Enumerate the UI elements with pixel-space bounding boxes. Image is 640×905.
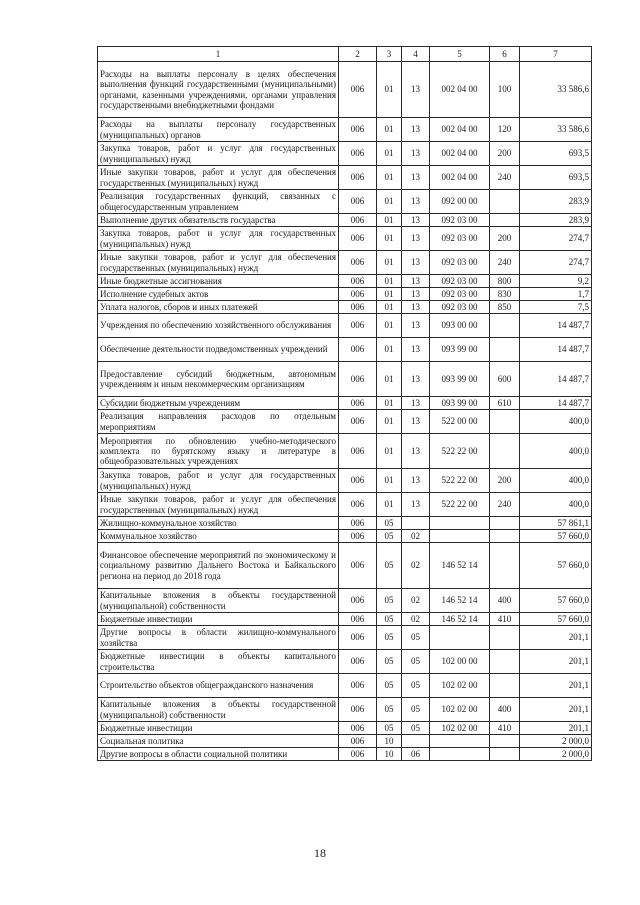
ved-code-cell: 006 — [339, 735, 377, 748]
ved-code-cell: 006 — [339, 543, 377, 589]
target-article-cell: 093 99 00 — [430, 362, 490, 397]
expense-type-cell — [490, 517, 520, 530]
table-row — [98, 722, 592, 735]
table-row — [98, 166, 592, 190]
target-article-cell: 092 03 00 — [430, 275, 490, 288]
ved-code-cell: 006 — [339, 314, 377, 338]
table-row — [98, 397, 592, 410]
ved-code-cell: 006 — [339, 530, 377, 543]
section-code-cell: 01 — [377, 251, 402, 275]
expense-type-cell: 610 — [490, 397, 520, 410]
target-article-cell — [430, 748, 490, 761]
expense-type-cell: 200 — [490, 227, 520, 251]
row-name-cell: Субсидии бюджетным учреждениям — [98, 397, 339, 410]
expense-type-cell — [490, 434, 520, 469]
expense-type-cell: 850 — [490, 301, 520, 314]
ved-code-cell: 006 — [339, 589, 377, 613]
target-article-cell: 092 03 00 — [430, 227, 490, 251]
ved-code-cell: 006 — [339, 227, 377, 251]
amount-cell: 201,1 — [520, 698, 592, 722]
subsection-code-cell: 13 — [402, 301, 430, 314]
row-name-cell: Иные закупки товаров, работ и услуг для обеспечения государственных (муниципальных) нужд — [98, 166, 339, 190]
ved-code-cell: 006 — [339, 142, 377, 166]
page-number: 18 — [314, 846, 326, 860]
section-code-cell: 01 — [377, 190, 402, 214]
amount-cell: 201,1 — [520, 674, 592, 698]
row-name-cell: Закупка товаров, работ и услуг для государственных (муниципальных) нужд — [98, 142, 339, 166]
ved-code-cell: 006 — [339, 698, 377, 722]
subsection-code-cell: 02 — [402, 530, 430, 543]
target-article-cell — [430, 517, 490, 530]
target-article-cell — [430, 530, 490, 543]
target-article-cell: 146 52 14 — [430, 613, 490, 626]
expense-type-cell: 100 — [490, 62, 520, 118]
subsection-code-cell: 13 — [402, 214, 430, 227]
table-row — [98, 214, 592, 227]
section-code-cell: 05 — [377, 698, 402, 722]
target-article-cell: 002 04 00 — [430, 62, 490, 118]
row-name-cell: Расходы на выплаты персоналу в целях обеспечения выполнения функций государственными (муниципальными) органами, казенными учреждениями, органами управления государственными внебюджетными фондами — [98, 62, 339, 118]
target-article-cell: 102 02 00 — [430, 674, 490, 698]
row-name-cell: Реализация направления расходов по отдельным мероприятиям — [98, 410, 339, 434]
table-row — [98, 613, 592, 626]
expense-type-cell — [490, 530, 520, 543]
subsection-code-cell: 13 — [402, 62, 430, 118]
table-row — [98, 190, 592, 214]
expense-type-cell — [490, 735, 520, 748]
subsection-code-cell: 13 — [402, 338, 430, 362]
expense-type-cell: 400 — [490, 589, 520, 613]
table-row — [98, 338, 592, 362]
section-code-cell: 01 — [377, 142, 402, 166]
section-code-cell: 10 — [377, 735, 402, 748]
target-article-cell: 522 22 00 — [430, 434, 490, 469]
subsection-code-cell: 13 — [402, 166, 430, 190]
table-row — [98, 118, 592, 142]
table-row — [98, 142, 592, 166]
section-code-cell: 01 — [377, 397, 402, 410]
table-row — [98, 362, 592, 397]
expense-type-cell — [490, 626, 520, 650]
table-row — [98, 301, 592, 314]
ved-code-cell: 006 — [339, 434, 377, 469]
table-row — [98, 227, 592, 251]
budget-table — [97, 46, 592, 761]
expense-type-cell — [490, 214, 520, 227]
row-name-cell: Реализация государственных функций, связанных с общегосударственным управлением — [98, 190, 339, 214]
amount-cell: 693,5 — [520, 166, 592, 190]
expense-type-cell: 240 — [490, 251, 520, 275]
ved-code-cell: 006 — [339, 288, 377, 301]
ved-code-cell: 006 — [339, 410, 377, 434]
ved-code-cell: 006 — [339, 275, 377, 288]
table-row — [98, 251, 592, 275]
amount-cell: 33 586,6 — [520, 118, 592, 142]
amount-cell: 201,1 — [520, 626, 592, 650]
section-code-cell: 05 — [377, 650, 402, 674]
table-row — [98, 735, 592, 748]
subsection-code-cell: 02 — [402, 589, 430, 613]
subsection-code-cell: 13 — [402, 434, 430, 469]
target-article-cell: 102 02 00 — [430, 722, 490, 735]
subsection-code-cell: 13 — [402, 251, 430, 275]
amount-cell: 57 660,0 — [520, 589, 592, 613]
amount-cell: 9,2 — [520, 275, 592, 288]
header-cell: 1 — [98, 47, 339, 62]
amount-cell: 14 487,7 — [520, 338, 592, 362]
expense-type-cell: 120 — [490, 118, 520, 142]
table-row — [98, 288, 592, 301]
row-name-cell: Учреждения по обеспечению хозяйственного обслуживания — [98, 314, 339, 338]
ved-code-cell: 006 — [339, 338, 377, 362]
target-article-cell: 522 22 00 — [430, 493, 490, 517]
row-name-cell: Исполнение судебных актов — [98, 288, 339, 301]
target-article-cell — [430, 626, 490, 650]
subsection-code-cell: 02 — [402, 543, 430, 589]
target-article-cell: 002 04 00 — [430, 142, 490, 166]
section-code-cell: 01 — [377, 362, 402, 397]
expense-type-cell — [490, 314, 520, 338]
expense-type-cell: 400 — [490, 698, 520, 722]
ved-code-cell: 006 — [339, 397, 377, 410]
section-code-cell: 05 — [377, 722, 402, 735]
section-code-cell: 01 — [377, 214, 402, 227]
row-name-cell: Капитальные вложения в объекты государственной (муниципальной) собственности — [98, 589, 339, 613]
section-code-cell: 05 — [377, 530, 402, 543]
expense-type-cell: 240 — [490, 166, 520, 190]
row-name-cell: Закупка товаров, работ и услуг для государственных (муниципальных) нужд — [98, 227, 339, 251]
table-row — [98, 530, 592, 543]
section-code-cell: 01 — [377, 434, 402, 469]
table-row — [98, 748, 592, 761]
row-name-cell: Бюджетные инвестиции — [98, 613, 339, 626]
target-article-cell: 092 00 00 — [430, 190, 490, 214]
subsection-code-cell: 05 — [402, 626, 430, 650]
header-cell: 4 — [402, 47, 430, 62]
subsection-code-cell: 13 — [402, 410, 430, 434]
target-article-cell: 002 04 00 — [430, 166, 490, 190]
amount-cell: 7,5 — [520, 301, 592, 314]
expense-type-cell: 200 — [490, 142, 520, 166]
ved-code-cell: 006 — [339, 166, 377, 190]
subsection-code-cell: 13 — [402, 118, 430, 142]
amount-cell: 400,0 — [520, 493, 592, 517]
ved-code-cell: 006 — [339, 626, 377, 650]
ved-code-cell: 006 — [339, 469, 377, 493]
expense-type-cell — [490, 674, 520, 698]
target-article-cell: 092 03 00 — [430, 214, 490, 227]
subsection-code-cell — [402, 517, 430, 530]
row-name-cell: Выполнение других обязательств государства — [98, 214, 339, 227]
subsection-code-cell: 13 — [402, 362, 430, 397]
subsection-code-cell: 05 — [402, 722, 430, 735]
expense-type-cell: 800 — [490, 275, 520, 288]
section-code-cell: 01 — [377, 469, 402, 493]
expense-type-cell: 240 — [490, 493, 520, 517]
target-article-cell: 522 22 00 — [430, 469, 490, 493]
expense-type-cell — [490, 543, 520, 589]
subsection-code-cell: 13 — [402, 314, 430, 338]
amount-cell: 201,1 — [520, 722, 592, 735]
amount-cell: 57 861,1 — [520, 517, 592, 530]
subsection-code-cell: 13 — [402, 288, 430, 301]
table-row — [98, 493, 592, 517]
row-name-cell: Строительство объектов общегражданского назначения — [98, 674, 339, 698]
ved-code-cell: 006 — [339, 362, 377, 397]
ved-code-cell: 006 — [339, 674, 377, 698]
subsection-code-cell: 13 — [402, 493, 430, 517]
table-row — [98, 543, 592, 589]
table-row — [98, 674, 592, 698]
table-row — [98, 626, 592, 650]
target-article-cell: 146 52 14 — [430, 543, 490, 589]
section-code-cell: 01 — [377, 493, 402, 517]
section-code-cell: 01 — [377, 314, 402, 338]
subsection-code-cell: 13 — [402, 275, 430, 288]
section-code-cell: 05 — [377, 589, 402, 613]
row-name-cell: Обеспечение деятельности подведомственных учреждений — [98, 338, 339, 362]
section-code-cell: 01 — [377, 118, 402, 142]
row-name-cell: Другие вопросы в области социальной политики — [98, 748, 339, 761]
amount-cell: 2 000,0 — [520, 735, 592, 748]
subsection-code-cell: 02 — [402, 613, 430, 626]
target-article-cell: 093 00 00 — [430, 314, 490, 338]
table-row — [98, 698, 592, 722]
row-name-cell: Иные бюджетные ассигнования — [98, 275, 339, 288]
ved-code-cell: 006 — [339, 301, 377, 314]
subsection-code-cell — [402, 735, 430, 748]
amount-cell: 400,0 — [520, 434, 592, 469]
amount-cell: 400,0 — [520, 469, 592, 493]
ved-code-cell: 006 — [339, 251, 377, 275]
row-name-cell: Финансовое обеспечение мероприятий по экономическому и социальному развитию Дальнего Востока и Байкальского региона на период до 2018 года — [98, 543, 339, 589]
subsection-code-cell: 13 — [402, 227, 430, 251]
expense-type-cell: 830 — [490, 288, 520, 301]
section-code-cell: 01 — [377, 275, 402, 288]
amount-cell: 14 487,7 — [520, 397, 592, 410]
table-row — [98, 275, 592, 288]
ved-code-cell: 006 — [339, 722, 377, 735]
amount-cell: 14 487,7 — [520, 314, 592, 338]
expense-type-cell: 600 — [490, 362, 520, 397]
target-article-cell: 093 99 00 — [430, 397, 490, 410]
subsection-code-cell: 05 — [402, 650, 430, 674]
target-article-cell: 092 03 00 — [430, 251, 490, 275]
ved-code-cell: 006 — [339, 118, 377, 142]
subsection-code-cell: 13 — [402, 397, 430, 410]
subsection-code-cell: 13 — [402, 469, 430, 493]
ved-code-cell: 006 — [339, 613, 377, 626]
section-code-cell: 05 — [377, 674, 402, 698]
row-name-cell: Расходы на выплаты персоналу государственных (муниципальных) органов — [98, 118, 339, 142]
header-cell: 6 — [490, 47, 520, 62]
table-row — [98, 410, 592, 434]
ved-code-cell: 006 — [339, 650, 377, 674]
target-article-cell: 522 00 00 — [430, 410, 490, 434]
expense-type-cell — [490, 410, 520, 434]
expense-type-cell — [490, 338, 520, 362]
amount-cell: 57 660,0 — [520, 613, 592, 626]
table-row — [98, 589, 592, 613]
section-code-cell: 01 — [377, 338, 402, 362]
row-name-cell: Другие вопросы в области жилищно-коммунального хозяйства — [98, 626, 339, 650]
expense-type-cell — [490, 748, 520, 761]
section-code-cell: 01 — [377, 166, 402, 190]
section-code-cell: 01 — [377, 227, 402, 251]
amount-cell: 274,7 — [520, 227, 592, 251]
header-cell: 5 — [430, 47, 490, 62]
table-row — [98, 517, 592, 530]
section-code-cell: 05 — [377, 613, 402, 626]
amount-cell: 14 487,7 — [520, 362, 592, 397]
amount-cell: 2 000,0 — [520, 748, 592, 761]
amount-cell: 57 660,0 — [520, 543, 592, 589]
subsection-code-cell: 13 — [402, 142, 430, 166]
subsection-code-cell: 05 — [402, 698, 430, 722]
table-row — [98, 434, 592, 469]
target-article-cell: 146 52 14 — [430, 589, 490, 613]
amount-cell: 693,5 — [520, 142, 592, 166]
target-article-cell: 092 03 00 — [430, 288, 490, 301]
header-cell: 2 — [339, 47, 377, 62]
row-name-cell: Бюджетные инвестиции в объекты капитального строительства — [98, 650, 339, 674]
section-code-cell: 10 — [377, 748, 402, 761]
expense-type-cell — [490, 650, 520, 674]
target-article-cell: 102 02 00 — [430, 698, 490, 722]
table-row — [98, 469, 592, 493]
table-header-row — [98, 47, 592, 62]
amount-cell: 283,9 — [520, 214, 592, 227]
table-row — [98, 314, 592, 338]
section-code-cell: 01 — [377, 62, 402, 118]
target-article-cell: 092 03 00 — [430, 301, 490, 314]
expense-type-cell — [490, 190, 520, 214]
ved-code-cell: 006 — [339, 517, 377, 530]
header-cell: 3 — [377, 47, 402, 62]
ved-code-cell: 006 — [339, 190, 377, 214]
target-article-cell: 093 99 00 — [430, 338, 490, 362]
section-code-cell: 01 — [377, 301, 402, 314]
subsection-code-cell: 13 — [402, 190, 430, 214]
table-row — [98, 62, 592, 118]
section-code-cell: 05 — [377, 626, 402, 650]
row-name-cell: Бюджетные инвестиции — [98, 722, 339, 735]
amount-cell: 274,7 — [520, 251, 592, 275]
row-name-cell: Жилищно-коммунальное хозяйство — [98, 517, 339, 530]
amount-cell: 283,9 — [520, 190, 592, 214]
row-name-cell: Закупка товаров, работ и услуг для государственных (муниципальных) нужд — [98, 469, 339, 493]
ved-code-cell: 006 — [339, 62, 377, 118]
section-code-cell: 01 — [377, 288, 402, 301]
ved-code-cell: 006 — [339, 493, 377, 517]
row-name-cell: Социальная политика — [98, 735, 339, 748]
expense-type-cell: 410 — [490, 722, 520, 735]
expense-type-cell: 200 — [490, 469, 520, 493]
row-name-cell: Мероприятия по обновлению учебно-методического комплекта по бурятскому языку и литературе в общеобразовательных учреждениях — [98, 434, 339, 469]
row-name-cell: Иные закупки товаров, работ и услуг для обеспечения государственных (муниципальных) нужд — [98, 493, 339, 517]
section-code-cell: 05 — [377, 517, 402, 530]
amount-cell: 400,0 — [520, 410, 592, 434]
ved-code-cell: 006 — [339, 748, 377, 761]
section-code-cell: 05 — [377, 543, 402, 589]
expense-type-cell: 410 — [490, 613, 520, 626]
amount-cell: 201,1 — [520, 650, 592, 674]
ved-code-cell: 006 — [339, 214, 377, 227]
target-article-cell: 102 00 00 — [430, 650, 490, 674]
subsection-code-cell: 06 — [402, 748, 430, 761]
row-name-cell: Предоставление субсидий бюджетным, автономным учреждениям и иным некоммерческим организациям — [98, 362, 339, 397]
header-cell: 7 — [520, 47, 592, 62]
row-name-cell: Уплата налогов, сборов и иных платежей — [98, 301, 339, 314]
table-row — [98, 650, 592, 674]
row-name-cell: Иные закупки товаров, работ и услуг для обеспечения государственных (муниципальных) нужд — [98, 251, 339, 275]
section-code-cell: 01 — [377, 410, 402, 434]
target-article-cell: 002 04 00 — [430, 118, 490, 142]
row-name-cell: Капитальные вложения в объекты государственной (муниципальной) собственности — [98, 698, 339, 722]
amount-cell: 57 660,0 — [520, 530, 592, 543]
target-article-cell — [430, 735, 490, 748]
amount-cell: 33 586,6 — [520, 62, 592, 118]
subsection-code-cell: 05 — [402, 674, 430, 698]
row-name-cell: Коммунальное хозяйство — [98, 530, 339, 543]
amount-cell: 1,7 — [520, 288, 592, 301]
